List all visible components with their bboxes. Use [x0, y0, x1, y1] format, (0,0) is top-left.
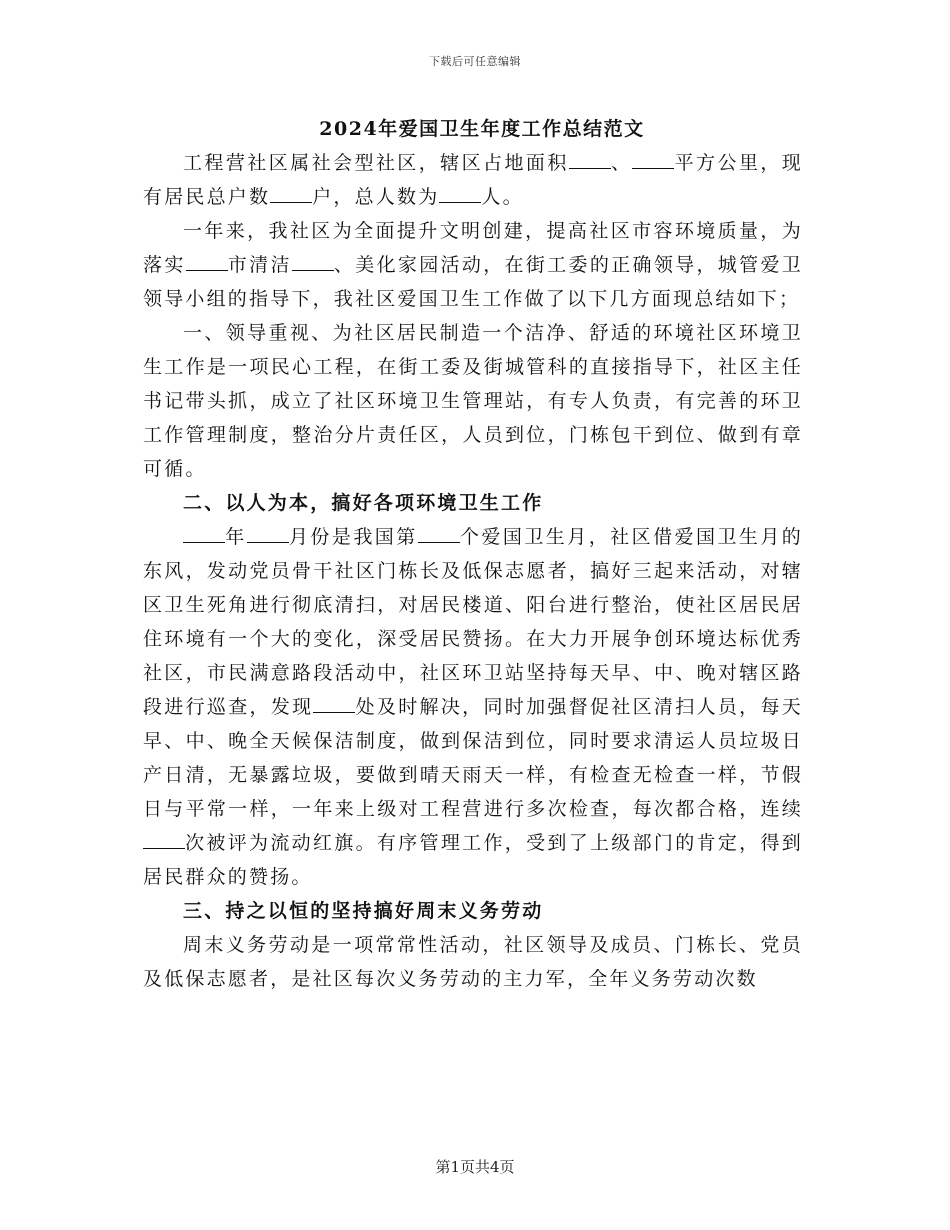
- fill-in-blank: [247, 520, 289, 543]
- text-segment: 、美化家园活动，在街工委的正确领导，城管爱卫领导小组的指导下，我社区爱国卫生工作做了以下几方面现总结如下；: [143, 254, 803, 310]
- text-segment: 年: [225, 526, 247, 548]
- text-segment: 处及时解决，同时加强督促社区清扫人员，每天早、中、晚全天候保洁制度，做到保洁到位，同时要求清运人员垃圾日产日清，无暴露垃圾，要做到晴天雨天一样，有检查无检查一样，节假日与平常一样，一年来上级对工程营进行多次检查，每次都合格，连续: [143, 696, 803, 820]
- page-header: 下载后可任意编辑: [429, 55, 521, 68]
- text-segment: 人。: [481, 186, 524, 208]
- fill-in-blank: [418, 520, 460, 543]
- section-one-paragraph: [143, 316, 803, 486]
- text-segment: 次被评为流动红旗。有序管理工作，受到了上级部门的肯定，得到居民群众的赞扬。: [143, 832, 803, 888]
- text-segment: 三、持之以恒的坚持搞好周末义务劳动: [183, 900, 544, 922]
- text-segment: 工程营社区属社会型社区，辖区占地面积: [183, 152, 569, 174]
- fill-in-blank: [270, 180, 312, 203]
- fill-in-blank: [183, 520, 225, 543]
- text-segment: 、: [610, 152, 633, 174]
- page-footer: 第1页共4页: [435, 1158, 515, 1176]
- section-three-heading: [143, 894, 803, 928]
- fill-in-blank: [186, 248, 228, 271]
- document-blocks: [143, 146, 803, 996]
- fill-in-blank: [632, 146, 674, 169]
- intro-paragraph: [143, 146, 803, 214]
- fill-in-blank: [569, 146, 611, 169]
- text-segment: 市清洁: [227, 254, 292, 276]
- text-segment: 户，总人数为: [312, 186, 440, 208]
- section-two-heading: [143, 486, 803, 520]
- overview-paragraph: [143, 214, 803, 316]
- text-segment: 月份是我国第: [288, 526, 418, 548]
- fill-in-blank: [313, 690, 355, 713]
- document-body: [143, 112, 803, 996]
- fill-in-blank: [143, 826, 185, 849]
- text-segment: 一年来，我社区为全面提升文明创建，提高社区市容环境质量，为落实: [143, 220, 803, 276]
- section-two-paragraph: [143, 520, 803, 894]
- document-title: 2024年爱国卫生年度工作总结范文: [319, 118, 645, 140]
- fill-in-blank: [439, 180, 481, 203]
- fill-in-blank: [292, 248, 334, 271]
- section-three-paragraph: [143, 928, 803, 996]
- text-segment: 个爱国卫生月，社区借爱国卫生月的东风，发动党员骨干社区门栋长及低保志愿者，搞好三起来活动，对辖区卫生死角进行彻底清扫，对居民楼道、阳台进行整治，使社区居民居住环境有一个大的变化，深受居民赞扬。在大力开展争创环境达标优秀社区，市民满意路段活动中，社区环卫站坚持每天早、中、晚对辖区路段进行巡查，发现: [143, 526, 804, 718]
- text-segment: 平方公里，现有居民总户数: [143, 152, 804, 208]
- text-segment: 周末义务劳动是一项常常性活动，社区领导及成员、门栋长、党员及低保志愿者，是社区每次义务劳动的主力军，全年义务劳动次数: [143, 934, 803, 990]
- text-segment: 一、领导重视、为社区居民制造一个洁净、舒适的环境社区环境卫生工作是一项民心工程，在街工委及街城管科的直接指导下，社区主任书记带头抓，成立了社区环境卫生管理站，有专人负责，有完善的环卫工作管理制度，整治分片责任区，人员到位，门栋包干到位、做到有章可循。: [143, 322, 803, 480]
- text-segment: 二、以人为本，搞好各项环境卫生工作: [183, 492, 544, 514]
